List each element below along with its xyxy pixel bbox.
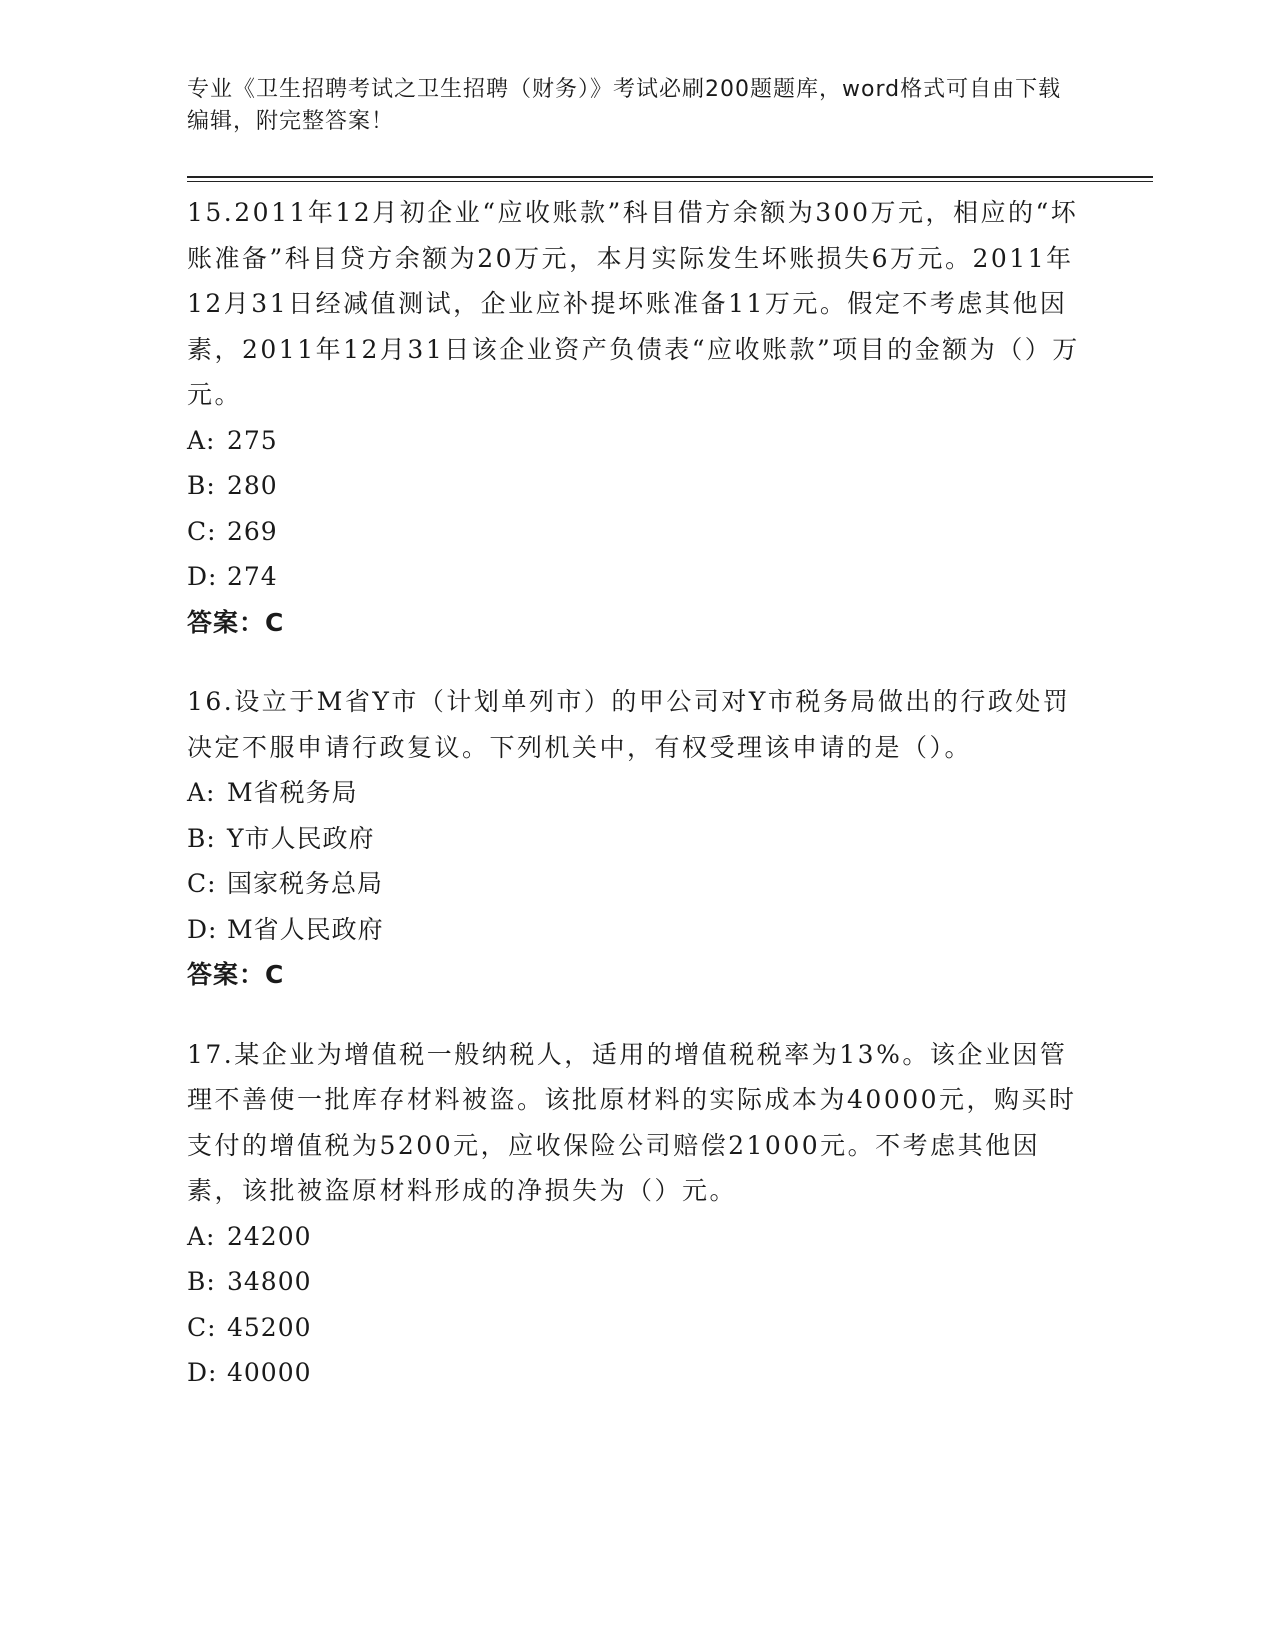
header-rule-thick — [187, 176, 1153, 178]
question-16 — [187, 679, 1087, 998]
option-text: 274 — [227, 562, 278, 591]
option-key: D: — [187, 1358, 218, 1387]
option-key: D: — [187, 562, 218, 591]
option-a — [187, 770, 1087, 816]
question-17 — [187, 1032, 1087, 1396]
option-text: 45200 — [227, 1312, 312, 1342]
answer-line: 答案：C — [187, 607, 285, 637]
option-b — [187, 1259, 1087, 1305]
option-a — [187, 418, 1087, 464]
option-key: C: — [187, 869, 217, 898]
option-key: B: — [187, 823, 216, 853]
question-15 — [187, 190, 1087, 645]
option-text: 国家税务总局 — [227, 869, 384, 898]
option-key: A: — [187, 778, 216, 807]
option-c — [187, 861, 1087, 907]
question-stem: 15.2011年12月初企业“应收账款”科目借方余额为300万元，相应的“坏账准备”科目贷方余额为20万元，本月实际发生坏账损失6万元。2011年12月31日经减值测试，企业应补提坏账准备11万元。假定不考虑其他因素，2011年12月31日该企业资产负债表“应收账款”项目的金额为（）万元。 — [187, 198, 1080, 409]
option-key: B: — [187, 471, 216, 500]
option-c — [187, 509, 1087, 555]
answer-line: 答案：C — [187, 960, 285, 989]
option-key: D: — [187, 914, 218, 944]
option-key: B: — [187, 1267, 216, 1296]
option-d — [187, 907, 1087, 953]
header-rule-thin — [187, 181, 1153, 182]
option-a — [187, 1214, 1087, 1260]
option-text: M省人民政府 — [227, 914, 384, 944]
option-text: M省税务局 — [227, 778, 358, 807]
option-key: C: — [187, 1312, 217, 1342]
option-d — [187, 1350, 1087, 1396]
option-d — [187, 554, 1087, 600]
question-list — [187, 190, 1087, 1430]
option-text: 24200 — [227, 1221, 312, 1251]
option-key: C: — [187, 516, 217, 546]
option-text: 275 — [227, 425, 278, 455]
option-b — [187, 816, 1087, 862]
option-text: 34800 — [227, 1267, 312, 1296]
option-b — [187, 463, 1087, 509]
option-text: 40000 — [227, 1358, 312, 1387]
option-text: 280 — [227, 471, 278, 500]
question-stem: 16.设立于M省Y市（计划单列市）的甲公司对Y市税务局做出的行政处罚决定不服申请行政复议。下列机关中，有权受理该申请的是（）。 — [187, 687, 1071, 762]
option-c — [187, 1305, 1087, 1351]
document-header: 专业《卫生招聘考试之卫生招聘（财务）》考试必刷200题题库，word格式可自由下载编辑，附完整答案！ — [187, 77, 1062, 134]
option-text: Y市人民政府 — [227, 823, 375, 853]
option-key: A: — [187, 425, 216, 455]
option-text: 269 — [227, 516, 278, 546]
option-key: A: — [187, 1221, 216, 1251]
question-stem: 17.某企业为增值税一般纳税人，适用的增值税税率为13%。该企业因管理不善使一批库存材料被盗。该批原材料的实际成本为40000元，购买时支付的增值税为5200元，应收保险公司赔偿21000元。不考虑其他因素，该批被盗原材料形成的净损失为（）元。 — [187, 1039, 1077, 1205]
